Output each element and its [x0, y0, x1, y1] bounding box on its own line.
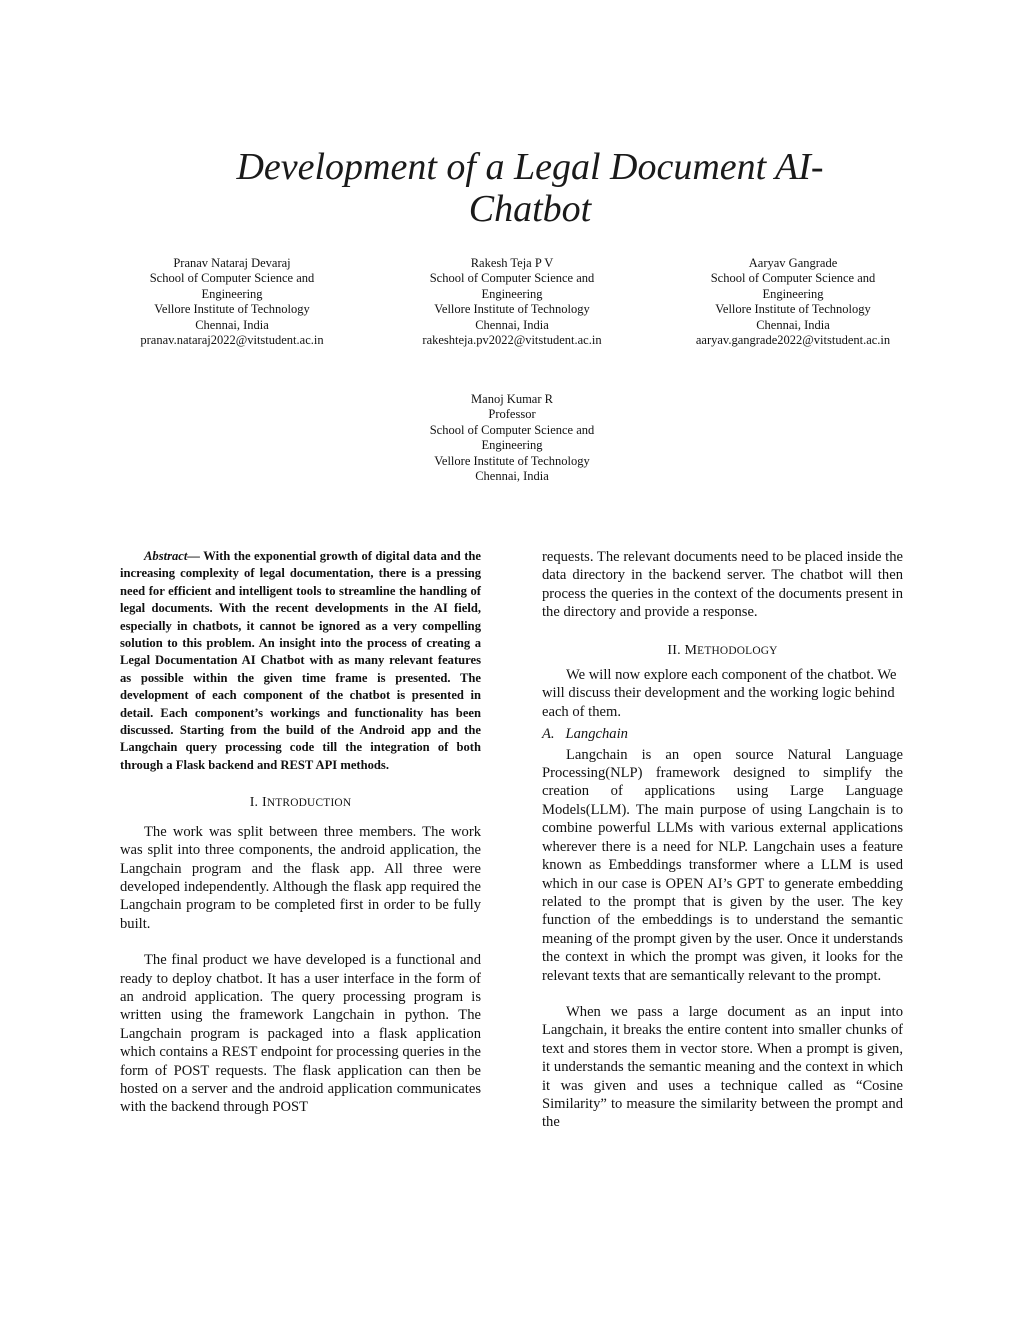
author-institution: Vellore Institute of Technology [154, 302, 310, 317]
author-affiliation: School of Computer Science and [149, 271, 315, 286]
author-location: Chennai, India [756, 317, 830, 332]
abstract-text: With the exponential growth of digital data and the increasing complexity of legal documentation, there is a pressing need for efficient and intelligent tools to streamline the handling of legal documents. With the recent developments in the AI field, especially in chatbots, it cannot be ignored as a very compelling solution to this problem. An insight into the process of creating a Legal Documentation AI Chatbot with as many relevant features as possible within the given time frame is presented. The development of each component of the chatbot is presented in detail. Each component’s workings and functionality has been discussed. Starting from the build of the Android app and the Langchain query processing code till the integration of both through a Flask backend and REST API methods. [120, 549, 481, 772]
author-block-3 [693, 256, 893, 348]
langchain-paragraph-1: Langchain is an open source Natural Language Processing(NLP) framework designed to simplify the creation of applications using Large Language Models(LLM). The main purpose of using Langchain is to combine powerful LLMs with various external applications wherever there is a need for NLP. Langchain uses a feature known as Embeddings transformer where a LLM is used which in our case is OPEN AI’s GPT to generate embedding related to the prompt that is given by the user. The key function of the embeddings is to understand the semantic meaning of the prompt given by the user. Once it understands the context in which the prompt was given, it looks for the relevant texts that are semantically relevant to the prompt. [542, 746, 903, 984]
author-email: aaryav.gangrade2022@vitstudent.ac.in [695, 333, 891, 348]
author-block-1 [132, 256, 332, 348]
author-name: Pranav Nataraj Devaraj [173, 256, 291, 270]
methodology-intro: We will now explore each component of the chatbot. We will discuss their development and the working logic behind each of them. [542, 667, 897, 720]
author-location: Chennai, India [195, 317, 269, 332]
paper-title-line-1: Development of a Legal Document AI- [236, 146, 824, 188]
author-affiliation: Engineering [481, 286, 543, 301]
author-location: Chennai, India [475, 469, 549, 484]
left-column [120, 548, 481, 1117]
author-name: Aaryav Gangrade [748, 256, 838, 270]
paper-title [200, 146, 860, 230]
paper-title-line-2: Chatbot [468, 188, 592, 230]
section-heading-methodology: II. METHODOLOGY [667, 642, 778, 658]
continuation-paragraph: requests. The relevant documents need to be placed inside the data directory in the backend server. The chatbot will then process the queries in the context of the documents present in the directory and provide a response. [542, 549, 903, 621]
right-column [542, 548, 903, 1132]
author-email: rakeshteja.pv2022@vitstudent.ac.in [422, 333, 602, 348]
langchain-paragraph-2: When we pass a large document as an input into Langchain, it breaks the entire content into smaller chunks of text and stores them in vector store. When a prompt is given, it understands the semantic meaning and the context in which it was given and uses a technique called as “Cosine Similarity” to measure the similarity between the prompt and the [542, 1003, 903, 1131]
author-affiliation: School of Computer Science and [710, 271, 876, 286]
author-email: pranav.nataraj2022@vitstudent.ac.in [140, 333, 324, 348]
section-heading-introduction: I. INTRODUCTION [249, 795, 352, 811]
author-affiliation: School of Computer Science and [429, 271, 595, 286]
author-institution: Vellore Institute of Technology [434, 453, 590, 468]
author-affiliation: Engineering [481, 438, 543, 453]
subsection-heading-langchain: A. Langchain [542, 726, 628, 743]
author-block-2 [412, 256, 612, 348]
author-affiliation: School of Computer Science and [429, 422, 595, 437]
author-block-4 [412, 392, 612, 484]
introduction-paragraph-2: The final product we have developed is a functional and ready to deploy chatbot. It has a user interface in the form of an android application. The query processing program is written using the framework Langchain in python. The Langchain program is packaged into a flask application which contains a REST endpoint for processing queries in the form of POST requests. The flask application can then be hosted on a server and the android application communicates with the backend through POST [120, 952, 481, 1116]
introduction-paragraph-1: The work was split between three members. The work was split into three components, the android application, the Langchain program and the flask app. All three were developed independently. Although the flask app required the Langchain program to be completed first in order to be fully built. [120, 823, 481, 932]
abstract-label: Abstract— [144, 549, 200, 563]
author-affiliation: Engineering [762, 286, 824, 301]
author-role: Professor [488, 407, 536, 422]
author-affiliation: Engineering [201, 286, 263, 301]
author-institution: Vellore Institute of Technology [434, 302, 590, 317]
author-name: Rakesh Teja P V [470, 256, 554, 270]
author-name: Manoj Kumar R [471, 392, 553, 406]
abstract [120, 548, 481, 774]
author-location: Chennai, India [475, 317, 549, 332]
author-institution: Vellore Institute of Technology [715, 302, 871, 317]
